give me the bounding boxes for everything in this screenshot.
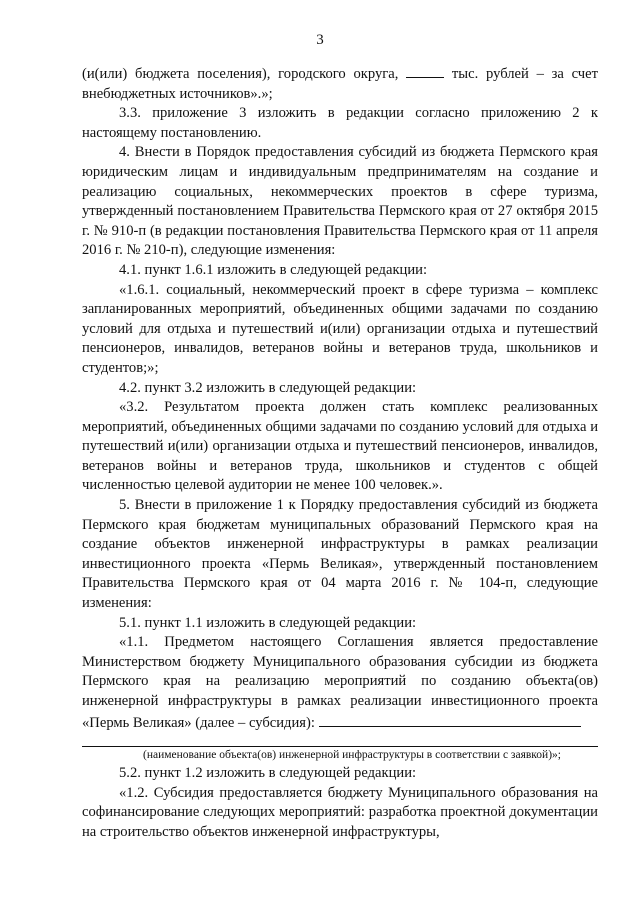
paragraph-text: «1.1. Предметом настоящего Соглашения является предоставление Министерством бюджету Муниципального образования субсидии из бюджета Пермского края на реализацию мероприятий по созданию объекта(ов) инженерной инфраструктуры в рамках реализации инвестиционного проекта «Пермь Великая» (далее – субсидия):: [82, 634, 598, 731]
paragraph-4: 4. Внести в Порядок предоставления субсидий из бюджета Пермского края юридическим лицам и индивидуальным предпринимателям на создание и реализацию социальных, некоммерческих проектов в сфере туризма, утвержденный постановлением Правительства Пермского края от 27 октября 2015 г. № 910-п (в редакции постановления Правительства Пермского края от 11 апреля 2016 г. № 210-п), следующие изменения:: [82, 144, 598, 259]
paragraph-4-2: 4.2. пункт 3.2 изложить в следующей редакции:: [119, 379, 417, 396]
paragraph-1-1-quote: [82, 633, 598, 733]
page-number: 3: [316, 32, 324, 48]
paragraph-1-6-1-quote: «1.6.1. социальный, некоммерческий проект в сфере туризма – комплекс запланированных мероприятий, объединенных общими задачами по созданию условий для отдыха и путешествий и(или) организации отдыха и путешествий пенсионеров, инвалидов, ветеранов войны и ветеранов труда, школьников и студентов;»;: [82, 281, 598, 376]
paragraph-3-3: 3.3. приложение 3 изложить в редакции согласно приложению 2 к настоящему постановлению.: [82, 105, 598, 141]
paragraph-text: (и(или) бюджета поселения), городского округа,: [82, 66, 399, 82]
paragraph-4-1: 4.1. пункт 1.6.1 изложить в следующей редакции:: [119, 261, 428, 278]
paragraph-budget-sources: [82, 63, 598, 104]
paragraph-5-1: 5.1. пункт 1.1 изложить в следующей редакции:: [119, 614, 417, 631]
paragraph-1-2-quote: «1.2. Субсидия предоставляется бюджету Муниципального образования на софинансирование следующих мероприятий: разработка проектной документации на строительство объектов инженерной инфраструктуры,: [82, 784, 598, 840]
fill-line-caption: (наименование объекта(ов) инженерной инфраструктуры в соответствии с заявкой)»;: [143, 749, 561, 762]
object-name-fill-line: [82, 746, 598, 747]
paragraph-3-2-quote: «3.2. Результатом проекта должен стать комплекс реализованных мероприятий, объединенных общими задачами по созданию условий для отдыха и путешествий и(или) организации отдыха и путешествий пенсионеров, инвалидов, ветеранов войны и ветеранов труда, школьников и студентов с общей численностью целевой аудитории не менее 100 человек.».: [82, 399, 598, 494]
paragraph-5: 5. Внести в приложение 1 к Порядку предоставления субсидий из бюджета Пермского края бюджетам муниципальных образований Пермского края на создание объектов инженерной инфраструктуры в рамках реализации инвестиционного проекта «Пермь Великая», утвержденный постановлением Правительства Пермского края от 04 марта 2016 г. № 104-п, следующие изменения:: [82, 497, 598, 612]
paragraph-5-2: 5.2. пункт 1.2 изложить в следующей редакции:: [119, 765, 417, 782]
amount-blank: [406, 63, 444, 78]
object-name-blank: [319, 712, 581, 727]
document-body: [82, 63, 598, 843]
paragraph-text: тыс. рублей – за счет внебюджетных источников».»;: [82, 66, 599, 102]
